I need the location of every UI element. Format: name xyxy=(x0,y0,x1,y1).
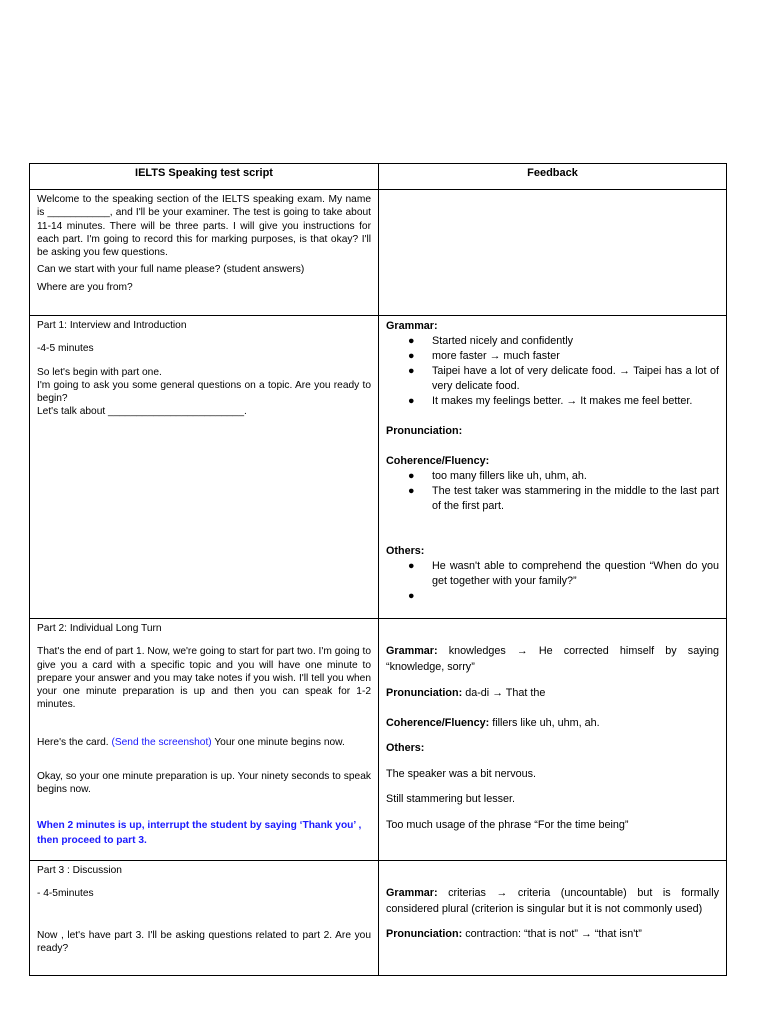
list-item: ● Started nicely and confidently xyxy=(408,335,574,347)
intro-feedback-cell xyxy=(378,189,727,316)
header-script-label: IELTS Speaking test script xyxy=(135,167,273,179)
header-feedback xyxy=(378,163,727,190)
feedback3-grammar-label: Grammar: xyxy=(386,887,438,899)
feedback1-coh-list xyxy=(386,469,719,514)
part2-card: Here's the card. (Send the screenshot) Your one minute begins now. xyxy=(37,736,345,748)
feedback3-pron-label: Pronunciation: xyxy=(386,928,463,940)
feedback1-coh-label: Coherence/Fluency: xyxy=(386,455,490,467)
part2-prep-up: Okay, so your one minute preparation is up. Your ninety seconds to speak begins now. xyxy=(37,771,371,796)
header-script xyxy=(29,163,379,190)
part2-intro: That's the end of part 1. Now, we're going to start for part two. I'm going to give you a card with a specific topic and you will have one minute to prepare your answer and you may take notes if you wish. I'll tell you when your one minute preparation is up and then you can speak for 1-2 minutes. xyxy=(37,646,371,711)
list-item: ● The test taker was stammering in the middle to the last part of the first part. xyxy=(408,485,719,512)
feedback2-others-2: Still stammering but lesser. xyxy=(386,793,516,805)
intro-cell xyxy=(29,189,379,316)
part3-cell xyxy=(29,860,379,976)
part1-cell xyxy=(29,315,379,619)
bullet-icon: ● xyxy=(408,365,415,377)
part1-talk: Let's talk about ________________________. xyxy=(37,406,247,418)
send-screenshot-note: (Send the screenshot) xyxy=(111,736,212,748)
list-item: ● He wasn't able to comprehend the question “When do you get together with your family?” xyxy=(408,560,719,587)
feedback2-coh-label: Coherence/Fluency: xyxy=(386,716,490,729)
feedback2-others-1: The speaker was a bit nervous. xyxy=(386,767,537,780)
feedback1-others-list xyxy=(386,559,719,604)
bullet-icon: ● xyxy=(408,335,415,347)
feedback2-grammar-text: knowledges → He corrected himself by saying “knowledge, sorry” xyxy=(386,645,720,673)
feedback2-cell xyxy=(378,618,727,861)
list-item xyxy=(386,589,719,604)
part2-title: Part 2: Individual Long Turn xyxy=(37,623,162,634)
intro-question-from: Where are you from? xyxy=(37,281,133,293)
feedback1-others-label: Others: xyxy=(386,545,425,557)
feedback3-grammar-text: criterias → criteria (uncountable) but is formally considered plural (criterion is singular but it is not commonly used) xyxy=(386,887,719,915)
list-item: ● It makes my feelings better. → It makes me feel better. xyxy=(408,395,693,407)
feedback2-pron-label: Pronunciation: xyxy=(386,687,463,699)
part3-duration: - 4-5minutes xyxy=(37,888,94,900)
feedback1-pron-label: Pronunciation: xyxy=(386,425,463,437)
part1-general: I'm going to ask you some general questions on a topic. Are you ready to begin? xyxy=(37,379,371,405)
list-item: ● more faster → much faster xyxy=(408,350,560,362)
feedback1-grammar-list xyxy=(386,334,719,409)
feedback3-cell xyxy=(378,860,727,976)
bullet-icon: ● xyxy=(408,470,415,482)
part1-begin: So let's begin with part one. xyxy=(37,366,162,378)
part1-title: Part 1: Interview and Introduction xyxy=(37,320,187,331)
feedback1-cell xyxy=(378,315,727,619)
list-item: ● too many fillers like uh, uhm, ah. xyxy=(408,470,587,482)
part1-duration: -4-5 minutes xyxy=(37,343,94,355)
feedback2-grammar-label: Grammar: xyxy=(386,645,438,657)
feedback3-pron-text: contraction: “that is not” → “that isn't” xyxy=(465,928,642,940)
part3-intro: Now , let's have part 3. I'll be asking questions related to part 2. Are you ready? xyxy=(37,929,371,954)
feedback2-pron-text: da-di → That the xyxy=(465,687,546,699)
bullet-icon: ● xyxy=(408,395,415,407)
feedback2-others-label: Others: xyxy=(386,742,425,754)
intro-question-name: Can we start with your full name please? (student answers) xyxy=(37,264,305,276)
part3-title: Part 3 : Discussion xyxy=(37,865,122,876)
list-item: ● Taipei have a lot of very delicate food. → Taipei has a lot of very delicate food. xyxy=(408,365,719,392)
feedback2-others-3: Too much usage of the phrase “For the time being” xyxy=(386,818,629,831)
feedback1-grammar-label: Grammar: xyxy=(386,320,438,332)
header-feedback-label: Feedback xyxy=(527,167,578,179)
bullet-icon: ● xyxy=(408,350,415,362)
part2-cell xyxy=(29,618,379,861)
intro-welcome: Welcome to the speaking section of the IELTS speaking exam. My name is ___________, and I'll be your examiner. The test is going to take about 11-14 minutes. There will be three parts. I will give you instructions for each part. I'm going to record this for marking purposes, is that okay? I'll be asking you few questions. xyxy=(37,194,371,259)
bullet-icon: ● xyxy=(408,590,415,602)
bullet-icon: ● xyxy=(408,560,415,572)
feedback2-coh-text: fillers like uh, uhm, ah. xyxy=(492,716,600,729)
part2-instruction: When 2 minutes is up, interrupt the student by saying ‘Thank you’ , then proceed to part 3. xyxy=(37,819,362,847)
bullet-icon: ● xyxy=(408,485,415,497)
